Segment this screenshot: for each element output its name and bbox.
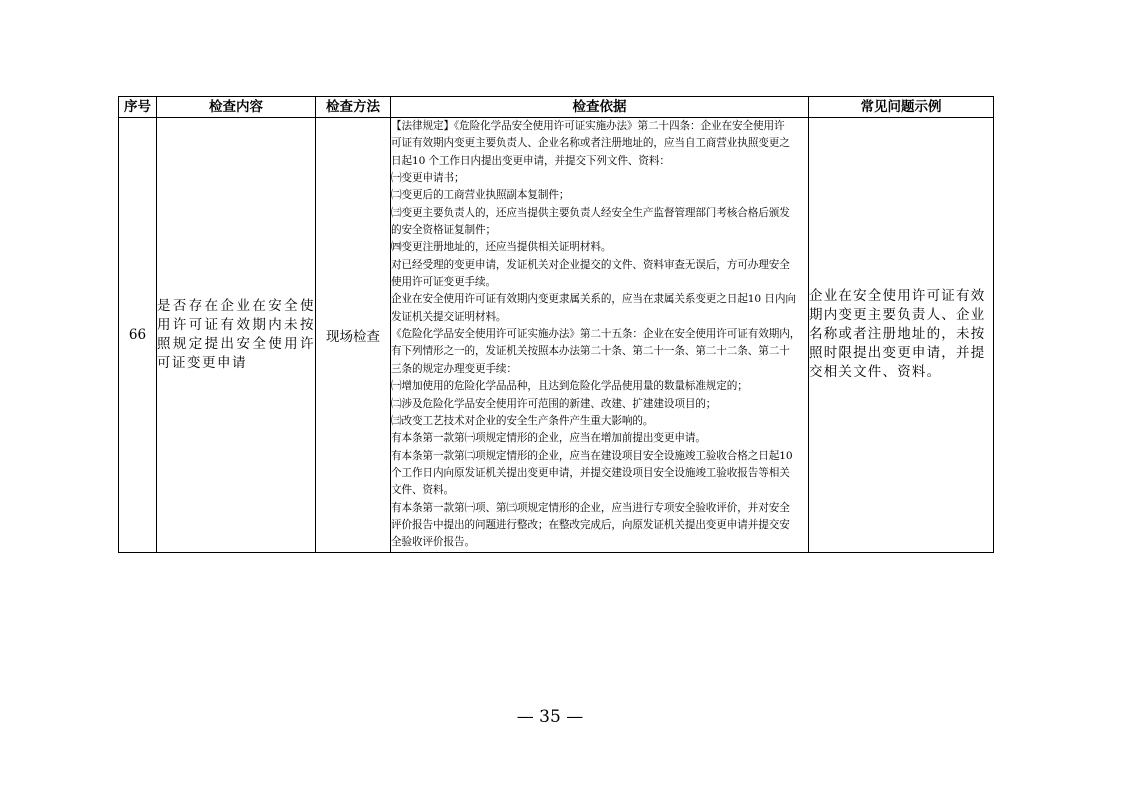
basis-line: 有本条第一款第㈡项规定情形的企业，应当在建设项目安全设施竣工验收合格之日起10 — [391, 449, 793, 462]
basis-line: ㈢变更主要负责人的，还应当提供主要负责人经安全生产监督管理部门考核合格后颁发 — [391, 206, 790, 219]
basis-line: 个工作日内向原发证机关提出变更申请，并提交建设项目安全设施竣工验收报告等相关 — [391, 466, 790, 479]
inspection-method: 现场检查 — [316, 118, 391, 553]
basis-line: ㈡涉及危险化学品安全使用许可范围的新建、改建、扩建建设项目的； — [391, 397, 717, 410]
basis-line: 三条的规定办理变更手续： — [391, 362, 517, 375]
header-no: 序号 — [119, 97, 157, 118]
inspection-basis — [391, 118, 809, 553]
basis-line: 企业在安全使用许可证有效期内变更隶属关系的，应当在隶属关系变更之日起10 日内向 — [391, 293, 796, 306]
header-content: 检查内容 — [157, 97, 316, 118]
basis-line: ㈡变更后的工商营业执照副本复制件； — [391, 189, 570, 202]
basis-line: 《危险化学品安全使用许可证实施办法》第二十五条：企业在安全使用许可证有效期内， — [391, 328, 801, 341]
basis-line: 对已经受理的变更申请，发证机关对企业提交的文件、资料审查无误后，方可办理安全 — [391, 258, 790, 271]
table-header-row — [119, 97, 994, 118]
basis-line: ㈠增加使用的危险化学品品种，且达到危险化学品使用量的数量标准规定的； — [391, 380, 748, 393]
basis-line: 使用许可证变更手续。 — [391, 276, 496, 289]
basis-line: 文件、资料。 — [391, 484, 454, 497]
basis-line: ㈠变更申请书； — [391, 172, 465, 185]
basis-line: 日起10 个工作日内提出变更申请，并提交下列文件、资料： — [391, 154, 670, 167]
inspection-table — [118, 96, 994, 553]
basis-line: 评价报告中提出的问题进行整改；在整改完成后，向原发证机关提出变更申请并提交安 — [391, 518, 790, 531]
header-basis: 检查依据 — [391, 97, 809, 118]
basis-line: 有本条第一款第㈠项、第㈢项规定情形的企业，应当进行专项安全验收评价，并对安全 — [391, 501, 790, 514]
table-row — [119, 118, 994, 553]
basis-line: 有下列情形之一的，发证机关按照本办法第二十条、第二十一条、第二十二条、第二十 — [391, 345, 790, 358]
basis-line: 可证有效期内变更主要负责人、企业名称或者注册地址的，应当自工商营业执照变更之 — [391, 137, 790, 150]
basis-line: ㈢改变工艺技术对企业的安全生产条件产生重大影响的。 — [391, 414, 654, 427]
basis-line: 的安全资格证复制件； — [391, 224, 496, 237]
common-issues: 企业在安全使用许可证有效期内变更主要负责人、企业名称或者注册地址的，未按照时限提出变更申请，并提交相关文件、资料。 — [809, 118, 994, 553]
basis-line: 全验收评价报告。 — [391, 536, 475, 549]
basis-line: ㈣变更注册地址的，还应当提供相关证明材料。 — [391, 241, 612, 254]
basis-line: 【法律规定】《危险化学品安全使用许可证实施办法》第二十四条：企业在安全使用许 — [391, 120, 785, 132]
inspection-content: 是否存在企业在安全使用许可证有效期内未按照规定提出安全使用许可证变更申请 — [157, 118, 316, 553]
header-method: 检查方法 — [316, 97, 391, 118]
basis-line: 有本条第一款第㈠项规定情形的企业，应当在增加前提出变更申请。 — [391, 432, 706, 445]
header-issues: 常见问题示例 — [809, 97, 994, 118]
row-number: 66 — [119, 118, 157, 553]
basis-line: 发证机关提交证明材料。 — [391, 310, 507, 323]
page-number: — 35 — — [516, 707, 584, 727]
